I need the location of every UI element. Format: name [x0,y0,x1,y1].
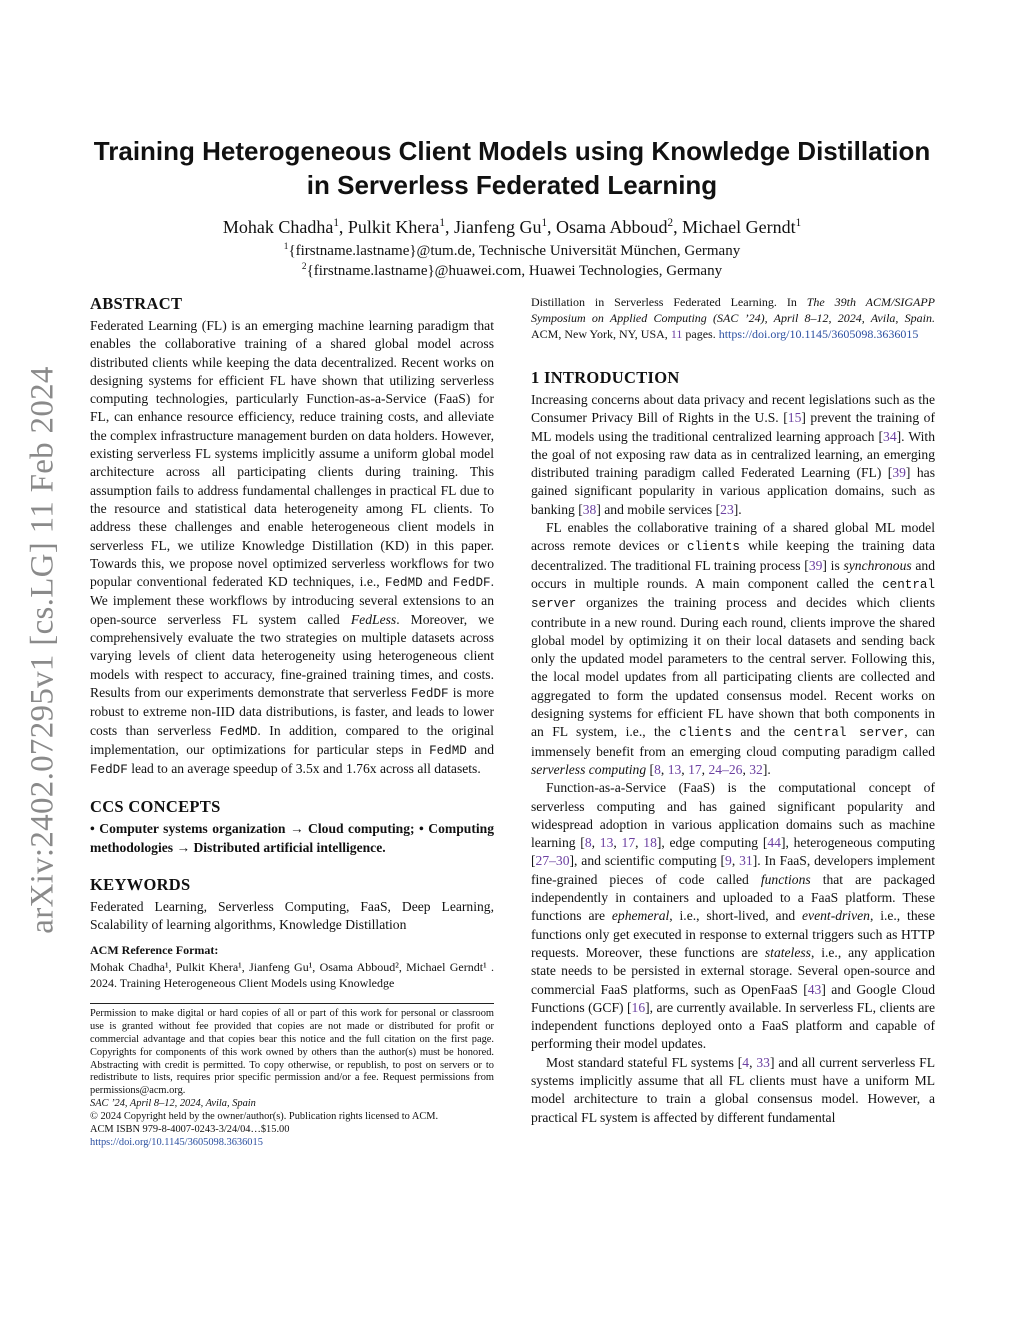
code-term: central server [531,577,935,612]
citation-link[interactable]: 32 [749,761,763,777]
citation-link[interactable]: 9 [725,853,732,869]
citation-link[interactable]: 33 [756,1054,770,1070]
citation-link[interactable]: 39 [808,557,823,573]
affiliation-text: {firstname.lastname}@tum.de, Technische Universität München, Germany [288,243,741,259]
isbn-line: ACM ISBN 979-8-4007-0243-3/24/04…$15.00 [90,1124,290,1136]
keywords-heading: KEYWORDS [90,875,191,895]
italic-term: ephemeral [611,908,670,924]
footnote-rule [90,1003,494,1004]
keywords-text: Federated Learning, Serverless Computing, FaaS, Deep Learning, Scalability of learning algorithms, Knowledge Distillation [90,899,494,933]
venue-line: SAC ’24, April 8–12, 2024, Avila, Spain [90,1098,256,1110]
intro-heading: 1 INTRODUCTION [531,368,680,387]
fedless-name: FedLess [350,611,397,627]
citation-link[interactable]: 18 [643,835,657,851]
citation-link[interactable]: 13 [667,761,682,777]
abstract-heading: ABSTRACT [90,294,183,313]
citation-link[interactable]: 39 [892,465,906,481]
doi-link-footnote[interactable]: https://doi.org/10.1145/3605098.3636015 [90,1136,263,1148]
citation-link[interactable]: 17 [688,761,702,777]
doi-link[interactable]: https://doi.org/10.1145/3605098.3636015 [718,327,919,341]
feddf-code: FedDF [452,576,491,591]
permission-notice: Permission to make digital or hard copies of all or part of this work for personal or classroom use is granted without fee provided that copies are not made or distributed for profit or commercial advantage and that copies bear this notice and the full citation on the first page. Copyrights for components of this work owned by others than the author(s) must be honored. Abstracting with credit is permitted. To copy otherwise, or republish, to post on servers or to redistribute to lists, requires prior specific permission and/or a fee. Request permissions from permissions@acm.org. [90,1007,494,1097]
author: Osama Abboud$^2$ [556,217,674,237]
right-column [531,294,935,1127]
affiliation-mark: 2 [301,262,307,272]
ccs-text: • Computer systems organization → Cloud computing; • Computing methodologies → Distributed artificial intelligence. [90,821,494,855]
author: Jianfeng Gu$^1$ [453,217,548,237]
citation-link[interactable]: 13 [599,835,614,851]
affiliation-1 [90,241,934,261]
citation-link[interactable]: 44 [767,835,781,851]
code-term: clients [679,726,732,741]
italic-term: event-driven [802,908,870,924]
citation-link[interactable]: 8 [654,761,661,777]
italic-term: stateless [764,944,811,960]
italic-term: functions [760,871,811,887]
citation-link[interactable]: 34 [883,428,897,444]
citation-link[interactable]: 4 [742,1054,750,1070]
intro-paragraph-1: Increasing concerns about data privacy and recent legislations such as the Consumer Privacy Bill of Rights in the U.S. [15] prevent the training of ML models using the traditional centralized learning approach [34]. With the goal of not exposing raw data as in centralized learning, an emerging distributed training paradigm called Federated Learning (FL) [39] has gained significant popularity in various application domains, such as banking [38] and mobile services [23]. [531,392,935,517]
left-column [90,294,494,1150]
author-list: Mohak Chadha$^1$, Pulkit Khera$^1$, Jianfeng Gu$^1$, Osama Abboud$^2$, Michael Gerndt$^1$ [222,217,802,237]
author: Mohak Chadha$^1$ [222,217,339,237]
page-count-link[interactable]: 11 [670,327,683,341]
intro-paragraph-3: Function-as-a-Service (FaaS) is the computational concept of serverless computing and has gained significant popularity and widespread adoption in various application domains such as machine learning [8, 13, 17, 18], edge computing [44], heterogeneous computing [27–30], and scientific computing [9, 31]. In FaaS, developers implement fine-grained pieces of code called functions that are packaged independently in containers and uploaded to a FaaS platform. These functions are ephemeral, i.e., short-lived, and event-driven, i.e., these functions only get executed in response to external triggers such as HTTP requests. Moreover, these functions are stateless, i.e., any application state needs to be persisted in external storage. Several open-source and commercial FaaS platforms, such as OpenFaaS [43] and Google Cloud Functions (GCF) [16], are currently available. In serverless FL, clients are independent functions deployed onto a FaaS platform and capable of performing their model updates. [531,780,936,1052]
citation-link[interactable]: 17 [621,835,636,851]
arxiv-stamp [22,355,64,945]
fedmd-code: FedMD [384,576,423,591]
citation-link[interactable]: 31 [739,853,753,869]
citation-link[interactable]: 16 [631,999,646,1015]
code-term: central server [793,726,905,741]
abstract-body: Federated Learning (FL) is an emerging machine learning paradigm that enables the collaborative training of a shared global model across distributed clients while keeping the data decentralized. Recent works on designing systems for efficient FL have shown that utilizing serverless computing technologies, particularly Function-as-a-Service (FaaS) for FL, can enhance resource efficiency, reduce training costs, and alleviate the complex infrastructure management burden on data holders. However, existing serverless FL systems implicitly assume a uniform global model architecture across all participating clients during training. This assumption fails to address fundamental challenges in practical FL due to the resource and statistical data heterogeneity among FL clients. To address these challenges and enable heterogeneous client models in serverless FL, we utilize Knowledge Distillation (KD) in this paper. Towards this, we propose novel optimized serverless workflows for two popular conventional federated KD techniques, i.e., FedMD and FedDF. We implement these workflows by introducing several extensions to an open-source serverless FL system called FedLess. Moreover, we comprehensively evaluate the two strategies on multiple datasets across varying levels of client data heterogeneity using heterogeneous client models with respect to accuracy, fine-grained training times, and costs. Results from our experiments demonstrate that serverless FedDF is more robust to extreme non-IID data distributions, is faster, and leads to lower costs than serverless FedMD. In addition, compared to the original implementation, our optimizations for particular steps in FedMD and FedDF lead to an average speedup of 3.5x and 1.76x across all datasets. [90,318,495,778]
citation-link[interactable]: 43 [807,981,822,997]
affiliation-text: {firstname.lastname}@huawei.com, Huawei Technologies, Germany [306,263,723,279]
author-affiliation-mark: 1 [541,217,548,229]
author: Pulkit Khera$^1$ [347,217,445,237]
citation-link[interactable]: 27–30 [535,853,570,869]
arxiv-stamp-text: arXiv:2402.07295v1 [cs.LG] 11 Feb 2024 [24,366,61,934]
intro-paragraph-4: Most standard stateful FL systems [4, 33] and all current serverless FL systems implicitly assume that all FL clients must have a uniform ML model architecture to train a global consensus model. However, a practical FL system is affected by different fundamental [531,1054,936,1125]
acm-ref-continued: Distillation in Serverless Federated Learning. In The 39th ACM/SIGAPP Symposium on Applied Computing (SAC ’24), April 8–12, 2024, Avila, Spain. ACM, New York, NY, USA, 11 pages. https://doi.org/10.1145/3605098.3636015 [531,295,935,341]
citation-link[interactable]: 38 [582,501,597,517]
author-affiliation-mark: 1 [333,217,339,229]
copyright-line: © 2024 Copyright held by the owner/author(s). Publication rights licensed to ACM. [90,1111,439,1123]
italic-term: serverless computing [531,761,647,777]
author: Michael Gerndt$^1$ [682,217,802,237]
italic-term: synchronous [843,557,912,573]
code-term: clients [687,540,740,555]
citation-link[interactable]: 15 [787,410,802,426]
paper-title: Training Heterogeneous Client Models using Knowledge Distillation in Serverless Federated Learning [93,136,931,200]
author-affiliation-mark: 2 [667,217,674,229]
acm-ref-heading: ACM Reference Format: [90,942,219,957]
affiliation-2 [90,261,934,281]
citation-link[interactable]: 24–26 [708,761,743,777]
affiliation-mark: 1 [283,242,289,252]
author-affiliation-mark: 1 [795,217,802,229]
ccs-heading: CCS CONCEPTS [90,797,221,817]
citation-link[interactable]: 23 [720,501,734,517]
acm-ref-text: Mohak Chadha¹, Pulkit Khera¹, Jianfeng Gu¹, Osama Abboud², Michael Gerndt¹ . 2024. Training Heterogeneous Client Models using Knowledge [90,959,494,990]
author-affiliation-mark: 1 [439,217,445,229]
acm-ref-venue: The 39th ACM/SIGAPP Symposium on Applied Computing (SAC ’24), April 8–12, 2024, Avila, Spain. [531,295,935,325]
citation-link[interactable]: 8 [584,835,592,851]
intro-paragraph-2: FL enables the collaborative training of a shared global ML model across remote devices or clients while keeping the training data decentralized. The traditional FL training process [39] is synchronous and occurs in multiple rounds. A main component called the central server organizes the training process and decides which clients contribute in a new round. During each round, clients improve the shared global model by optimizing it on their local datasets and sending back only the updated model parameters to the central server. Following this, the local model updates from all participating clients are collected and aggregated to form the updated consensus model. Recent works on designing systems for efficient FL have shown that both components in an FL system, i.e., the clients and the central server, can immensely benefit from an emerging cloud computing paradigm called serverless computing [8, 13, 17, 24–26, 32]. [531,520,936,777]
